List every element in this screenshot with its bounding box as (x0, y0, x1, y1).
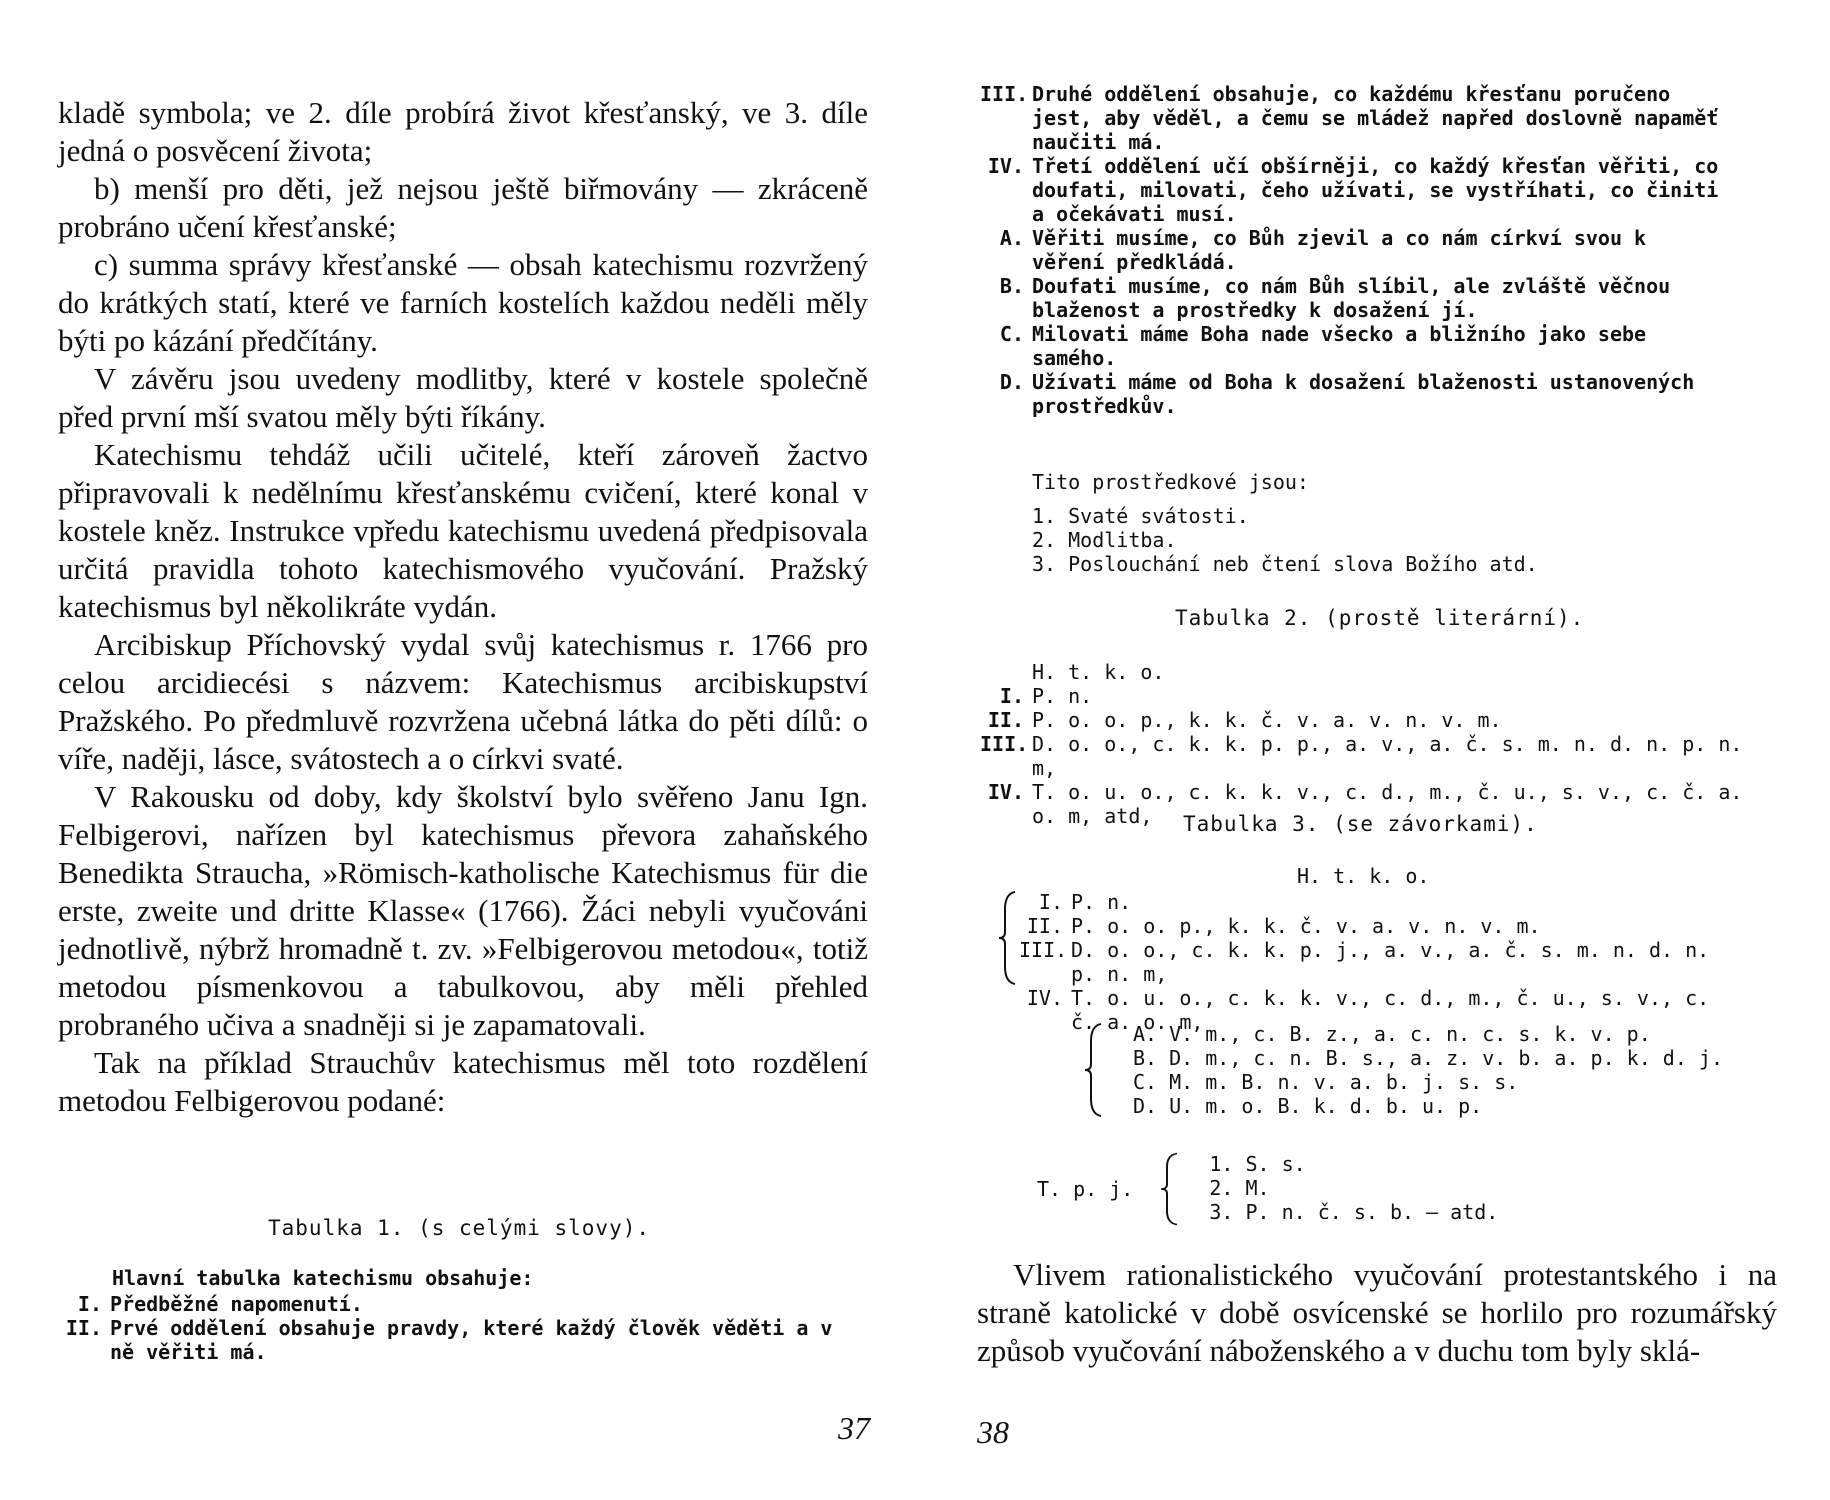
outline-row (980, 322, 1720, 370)
catechism-outline (980, 82, 1720, 418)
table3-group-means (1037, 1152, 1498, 1226)
page-number: 37 (838, 1410, 870, 1446)
table3-title: Tabulka 3. (se závorkami). (1183, 812, 1538, 836)
row-number: IV. (1026, 986, 1063, 1010)
row-text: Druhé oddělení obsahuje, co každému křesťanu poručeno jest, aby věděl, a čemu se mládež napřed doslovně napaměť naučiti má. (1032, 82, 1719, 154)
row-text: Předběžné napomenutí. (110, 1292, 363, 1316)
table2-rows (980, 660, 1760, 828)
table3-row (1019, 938, 1739, 986)
row-number (980, 660, 1032, 684)
table3-head: H. t. k. o. (1297, 864, 1430, 888)
row-number: IV. (987, 780, 1024, 804)
row-text: D. o. o., c. k. k. p. p., a. v., a. č. s. m. n. d. n. p. n. m, (1032, 732, 1743, 780)
outline-row (980, 370, 1720, 418)
row-text: P. n. (1071, 890, 1132, 914)
left-body-text (58, 94, 868, 1120)
row-number: III. (1019, 938, 1068, 962)
row-number: II. (987, 708, 1024, 732)
means-list (1032, 504, 1538, 576)
page-number: 38 (977, 1414, 1009, 1450)
row-number: II. (65, 1316, 102, 1340)
table1-row (58, 1292, 868, 1316)
right-page (915, 0, 1830, 1500)
table3-group-letters (1083, 1022, 1723, 1118)
row-text: D. o. o., c. k. k. p. j., a. v., a. č. s. m. n. d. n. p. n. m, (1071, 938, 1710, 986)
outline-row (980, 226, 1720, 274)
table3-row (1019, 890, 1739, 914)
row-text: P. n. (1032, 684, 1093, 708)
table3-letter-row: A. V. m., c. B. z., a. c. n. c. s. k. v. p. (1133, 1022, 1651, 1046)
table3-letter-row: B. D. m., c. n. B. s., a. z. v. b. a. p. k. d. j. (1133, 1046, 1724, 1070)
row-text: P. o. o. p., k. k. č. v. a. v. n. v. m. (1071, 914, 1541, 938)
paragraph: Katechismu tehdáž učili učitelé, kteří zároveň žactvo připravovali k nedělnímu křesťanskému cvičení, které konal v kostele kněz. Instrukce vpředu katechismu uvedená předpisovala určitá pravidla tohoto katechismového vyučování. Pražský katechismus byl několikráte vydán. (58, 437, 868, 624)
row-number: III. (980, 732, 1029, 756)
row-number: D. (999, 370, 1024, 394)
row-text: T. o. u. o., c. k. k. v., c. d., m., č. u., s. v., c. č. a. o. m, (1071, 986, 1710, 1034)
row-text: Doufati musíme, co nám Bůh slíbil, ale zvláště věčnou blaženost a prostředky k dosažení jí. (1032, 274, 1671, 322)
means-intro: Tito prostředkové jsou: (1032, 470, 1309, 494)
row-text: T. o. u. o., c. k. k. v., c. d., m., č. u., s. v., c. č. a. o. m, atd, (1032, 780, 1743, 828)
table2-row (980, 732, 1760, 780)
means-item: 3. Poslouchání neb čtení slova Božího atd. (1032, 552, 1538, 576)
brace-icon (997, 890, 1019, 986)
paragraph: Tak na příklad Strauchův katechismus měl toto rozdělení metodou Felbigerovou podané: (58, 1045, 868, 1118)
paragraph: Vlivem rationalistického vyučování protestantského i na straně katolické v době osvícenské se horlilo pro rozumářský způsob vyučování náboženského a v duchu tom byly sklá- (977, 1257, 1777, 1368)
closing-paragraph (977, 1256, 1777, 1370)
brace-icon (1159, 1152, 1181, 1226)
paragraph: kladě symbola; ve 2. díle probírá život křesťanský, ve 3. díle jedná o posvěcení života; (58, 95, 868, 168)
means-item: 1. Svaté svátosti. (1032, 504, 1249, 528)
row-text: Prvé oddělení obsahuje pravdy, které každý člověk věděti a v ně věřiti má. (110, 1316, 833, 1364)
row-text: Milovati máme Boha nade všecko a bližního jako sebe samého. (1032, 322, 1647, 370)
table3-means-row: 1. S. s. (1209, 1152, 1306, 1176)
row-number: A. (999, 226, 1024, 250)
means-item: 2. Modlitba. (1032, 528, 1177, 552)
row-text: Třetí oddělení učí obšírněji, co každý křesťan věřiti, co doufati, milovati, čeho užívati, se vystříhati, co činiti a očekávati musí. (1032, 154, 1719, 226)
paragraph: V Rakousku od doby, kdy školství bylo svěřeno Janu Ign. Felbigerovi, nařízen byl katechismus převora zahaňského Benedikta Straucha, »Römisch-katholische Katechismus für die erste, zweite und dritte Klasse« (1766). Žáci nebyli vyučováni jednotlivě, nýbrž hromadně t. zv. »Felbigerovou metodou«, totiž metodou písmenkovou a tabulkovou, aby měli přehled probraného učiva a snadněji si je zapamatovali. (58, 779, 868, 1042)
outline-row (980, 274, 1720, 322)
brace-icon (1083, 1022, 1105, 1118)
row-number: III. (980, 82, 1029, 106)
row-text: Věřiti musíme, co Bůh zjevil a co nám církví svou k věření předkládá. (1032, 226, 1647, 274)
table3-group-roman (997, 890, 1739, 1034)
table3-means-row: 3. P. n. č. s. b. — atd. (1209, 1200, 1499, 1224)
row-number: I. (999, 684, 1024, 708)
row-number: I. (77, 1292, 102, 1316)
table2-row (980, 660, 1760, 684)
outline-row (980, 82, 1720, 154)
outline-row (980, 154, 1720, 226)
row-number: IV. (987, 154, 1024, 178)
paragraph: b) menší pro děti, jež nejsou ještě biřmovány — zkráceně probráno učení křesťanské; (58, 171, 868, 244)
row-number: B. (999, 274, 1024, 298)
row-number: II. (1026, 914, 1063, 938)
table1-row (58, 1316, 868, 1364)
table2-row (980, 708, 1760, 732)
paragraph: V závěru jsou uvedeny modlitby, které v kostele společně před první mší svatou měly býti říkány. (58, 361, 868, 434)
table3-letter-row: D. U. m. o. B. k. d. b. u. p. (1133, 1094, 1483, 1118)
table3-row (1019, 914, 1739, 938)
table1-rows (58, 1292, 868, 1364)
paragraph: Arcibiskup Příchovský vydal svůj katechismus r. 1766 pro celou arcidiecési s názvem: Katechismus arcibiskupství Pražského. Po předmluvě rozvržena učebná látka do pěti dílů: o víře, naději, lásce, svátostech a o církvi svaté. (58, 627, 868, 776)
table2-row (980, 684, 1760, 708)
table2-title: Tabulka 2. (prostě literární). (1175, 606, 1585, 630)
row-text: H. t. k. o. (1032, 660, 1165, 684)
means-label: T. p. j. (1037, 1177, 1134, 1201)
row-text: Užívati máme od Boha k dosažení blaženosti ustanovených prostředkův. (1032, 370, 1695, 418)
row-number: I. (1038, 890, 1063, 914)
row-number: C. (999, 322, 1024, 346)
table3-means-row: 2. M. (1209, 1176, 1270, 1200)
row-text: P. o. o. p., k. k. č. v. a. v. n. v. m. (1032, 708, 1502, 732)
table1-title: Tabulka 1. (s celými slovy). (268, 1216, 651, 1240)
paragraph: c) summa správy křesťanské — obsah katechismu rozvržený do krátkých statí, které ve farních kostelích každou neděli měly býti po kázání předčítány. (58, 247, 868, 358)
table3-letter-row: C. M. m. B. n. v. a. b. j. s. s. (1133, 1070, 1519, 1094)
table1-heading: Hlavní tabulka katechismu obsahuje: (112, 1266, 534, 1290)
